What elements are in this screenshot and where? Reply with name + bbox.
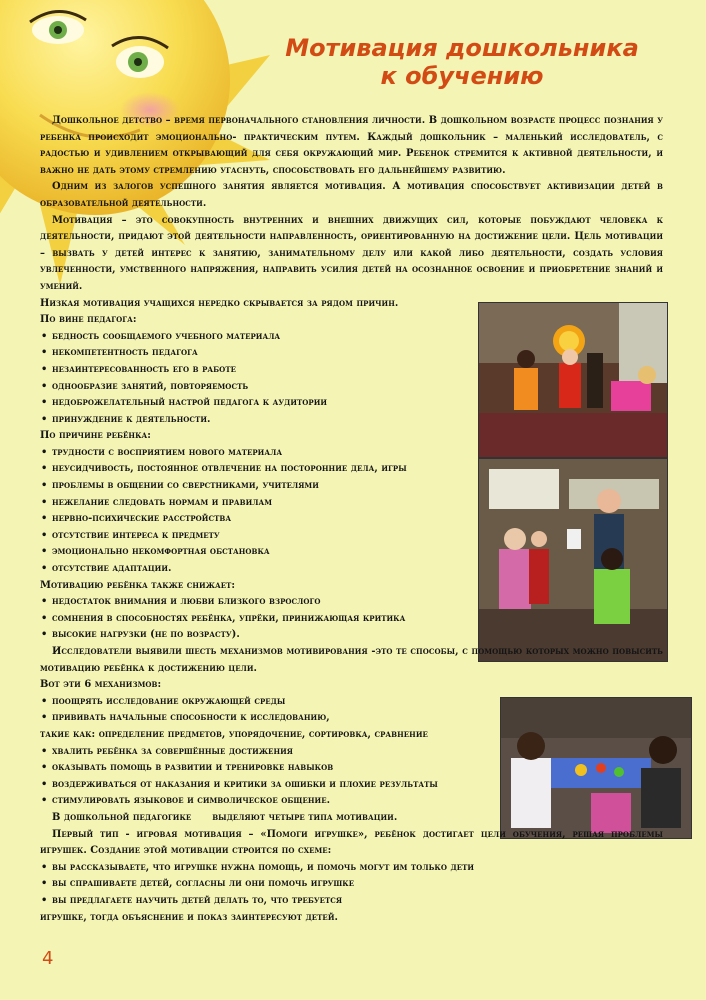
list-item: • отсутствие адаптации. — [40, 561, 475, 578]
article-body — [40, 113, 663, 926]
list-item: • стимулировать языковое и символическое общение. — [40, 793, 495, 810]
title-line: Мотивация дошкольника — [285, 34, 639, 62]
list-item: • нервно-психические расстройства — [40, 511, 475, 528]
mechanisms-heading: Вот эти 6 механизмов: — [40, 679, 162, 691]
list-item: • эмоционально некомфортная обстановка — [40, 544, 475, 561]
teacher-heading: По вине педагога: — [40, 314, 137, 326]
page-title — [262, 34, 662, 90]
list-item: • прививать начальные способности к исследованию, — [40, 710, 495, 727]
intro-paragraph: Мотивация – это совокупность внутренних и внешних движущих сил, которые побуждают человека к деятельности, придают этой деятельности направленность, ориентированную на достижение цели. Цель мотивации – вызвать у детей интерес к занятию, занимательному делу или какой либо деятельности, создать условия увлеченности, умственного напряжения, направить усилия детей на осознанное освоение и приобретение знаний и умений. — [40, 214, 663, 292]
child-heading: По причине ребёнка: — [40, 430, 151, 442]
mechanisms-list-rest — [40, 744, 495, 810]
low-motivation-intro: Низкая мотивация учащихся нередко скрывается за рядом причин. — [40, 297, 399, 309]
list-item: • хвалить ребёнка за совершённые достижения — [40, 744, 495, 761]
list-item: • нежелание следовать нормам и правилам — [40, 495, 475, 512]
list-item: • вы рассказываете, что игрушке нужна помощь, и помочь могут им только дети — [40, 860, 663, 877]
list-item: • неусидчивость, постоянное отвлечение на посторонние дела, игры — [40, 461, 475, 478]
mechanisms-block — [40, 677, 495, 826]
page-number: 4 — [42, 948, 54, 969]
list-item: • однообразие занятий, повторяемость — [40, 379, 475, 396]
list-item: • высокие нагрузки (не по возрасту). — [40, 627, 475, 644]
list-item: • бедность сообщаемого учебного материала — [40, 329, 475, 346]
first-type-paragraph: Первый тип - игровая мотивация – «Помоги игрушке», ребёнок достигает цели обучения, решая проблемы игрушек. Создание этой мотивации строится по схеме: — [40, 828, 663, 857]
also-heading: Мотивацию ребёнка также снижает: — [40, 579, 236, 591]
list-item: • некомпетентность педагога — [40, 345, 475, 362]
list-item: • вы спрашиваете детей, согласны ли они помочь игрушке — [40, 876, 663, 893]
list-item: • воздерживаться от наказания и критики за ошибки и плохие результаты — [40, 777, 495, 794]
intro-paragraph: Дошкольное детство – время первоначального становления личности. В дошкольном возрасте процесс познания у ребенка происходит эмоционально- практическим путем. Каждый дошкольник – маленький исследователь, с радостью и удивлением открывающий для себя окружающий мир. Ребенок стремится к активной деятельности, и важно не дать этому стремлению угаснуть, способствовать его дальнейшему развитию. — [40, 115, 663, 176]
list-item: • недоброжелательный настрой педагога к аудитории — [40, 395, 475, 412]
child-reasons-list — [40, 445, 475, 578]
list-item: • вы предлагаете научить детей делать то, что требуется — [40, 893, 663, 910]
teacher-reasons-list — [40, 329, 475, 429]
mechanisms-example: такие как: определение предметов, упорядочение, сортировка, сравнение — [40, 728, 428, 740]
mechanisms-list — [40, 694, 495, 727]
list-item: • поощрять исследование окружающей среды — [40, 694, 495, 711]
intro-paragraph: Одним из залогов успешного занятия является мотивация. А мотивация способствует активизации детей в образовательной деятельности. — [40, 181, 663, 209]
also-reasons-list — [40, 594, 475, 644]
scheme-end: игрушке, тогда объяснение и показ заинтересуют детей. — [40, 911, 338, 923]
list-item: • проблемы в общении со сверстниками, учителями — [40, 478, 475, 495]
reasons-block — [40, 296, 475, 644]
list-item: • отсутствие интереса к предмету — [40, 528, 475, 545]
list-item: • трудности с восприятием нового материала — [40, 445, 475, 462]
title-line: к обучению — [380, 62, 544, 90]
list-item: • недостаток внимания и любви близкого взрослого — [40, 594, 475, 611]
types-intro: В дошкольной педагогике выделяют четыре типа мотивации. — [52, 811, 398, 823]
list-item: • оказывать помощь в развитии и тренировке навыков — [40, 760, 495, 777]
list-item: • сомнения в способностях ребёнка, упрёки, принижающая критика — [40, 611, 475, 628]
list-item: • принуждение к деятельности. — [40, 412, 475, 429]
scheme-list — [40, 860, 663, 910]
mechanisms-intro: Исследователи выявили шесть механизмов мотивирования -это те способы, с помощью которых можно повысить мотивацию ребёнка к достижению цели. — [40, 646, 663, 674]
list-item: • незаинтересованность его в работе — [40, 362, 475, 379]
